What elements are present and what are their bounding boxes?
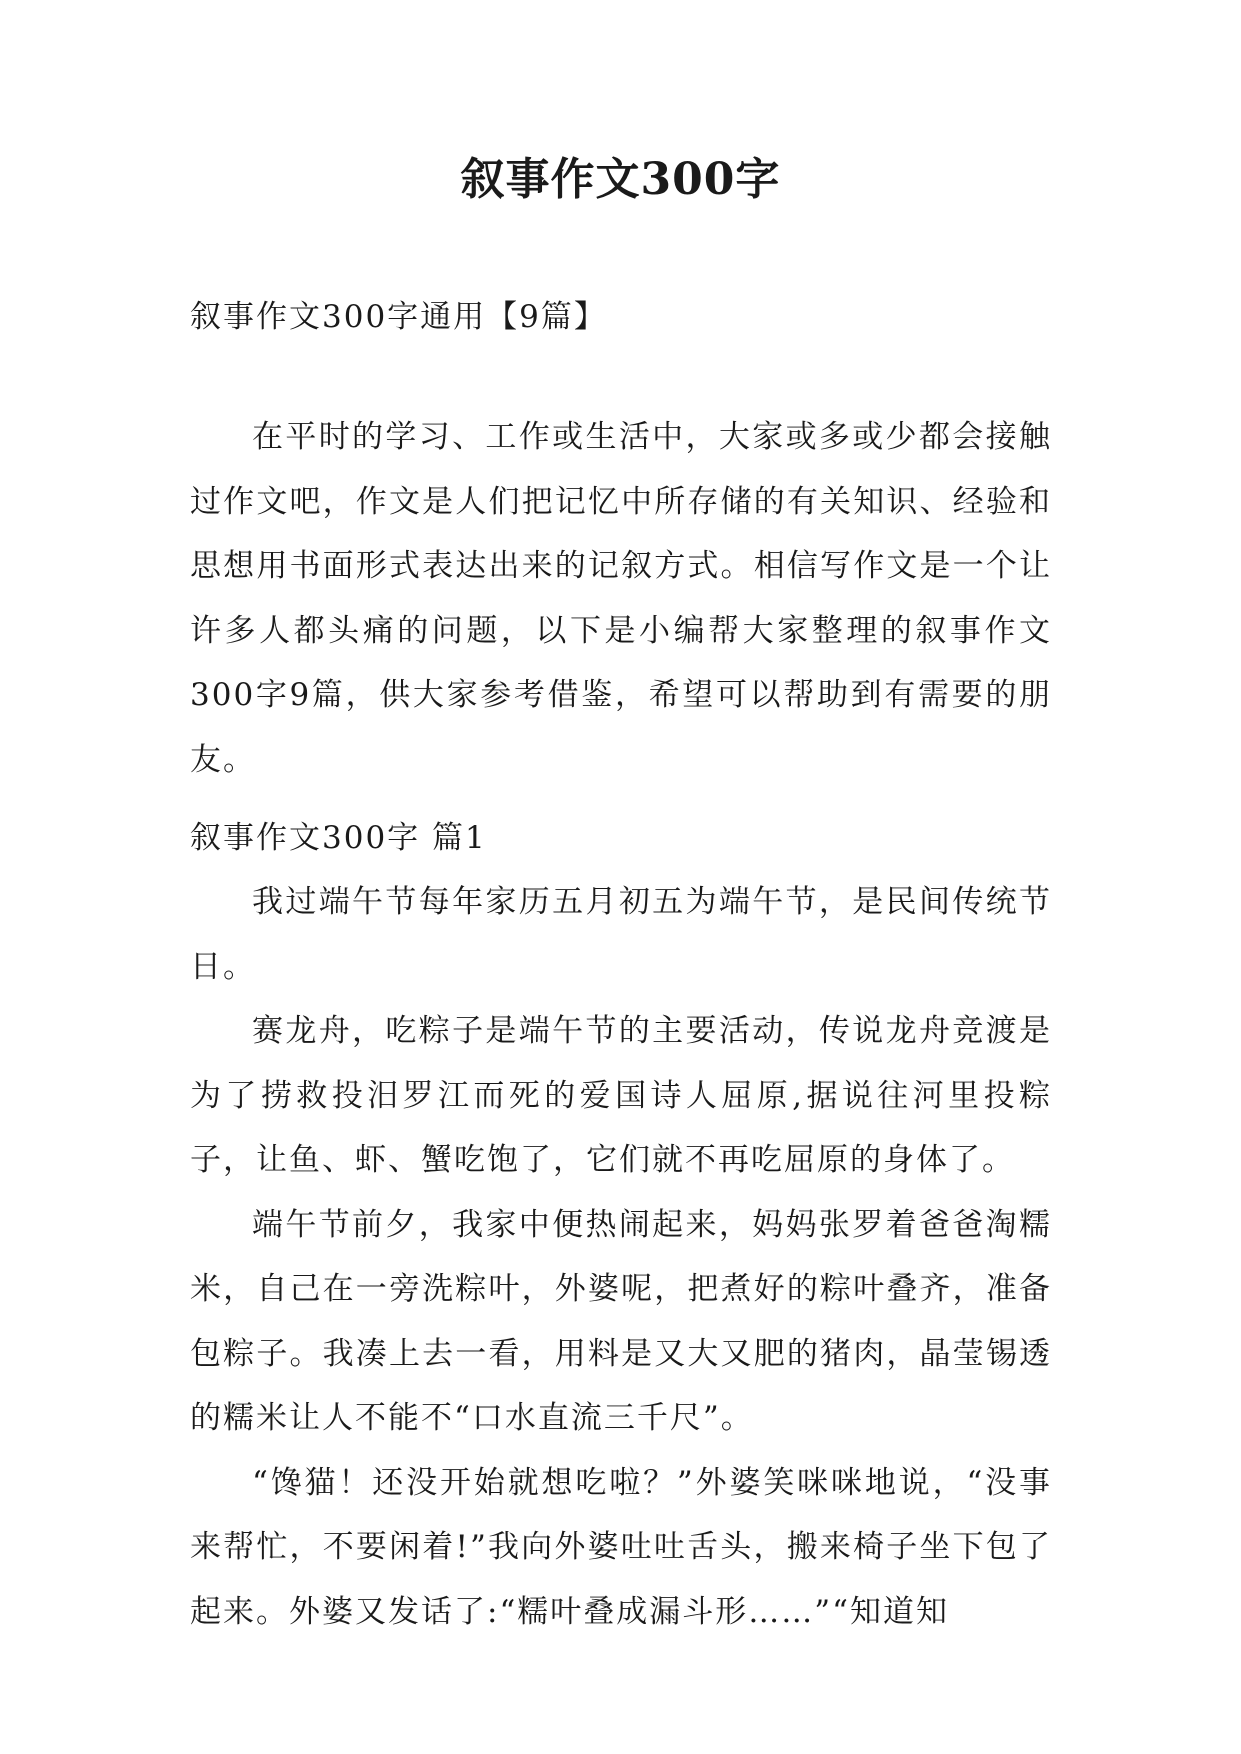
section-paragraph-1: 我过端午节每年家历五月初五为端午节，是民间传统节日。 bbox=[190, 884, 1052, 985]
section-paragraph-2: 赛龙舟，吃粽子是端午节的主要活动，传说龙舟竞渡是为了捞救投汨罗江而死的爱国诗人屈原,据说往河里投粽子，让鱼、虾、蟹吃饱了，它们就不再吃屈原的身体了。 bbox=[190, 1013, 1052, 1178]
document-title: 叙事作文300字 bbox=[460, 154, 781, 205]
section-heading: 叙事作文300字 篇1 bbox=[190, 820, 487, 856]
section-paragraph-3: 端午节前夕，我家中便热闹起来，妈妈张罗着爸爸淘糯米，自己在一旁洗粽叶，外婆呢，把煮好的粽叶叠齐，准备包粽子。我凑上去一看，用料是又大又肥的猪肉，晶莹锡透的糯米让人不能不“口水直流三千尺”。 bbox=[190, 1206, 1052, 1436]
document-subtitle: 叙事作文300字通用【9篇】 bbox=[190, 299, 607, 335]
intro-paragraph: 在平时的学习、工作或生活中，大家或多或少都会接触过作文吧，作文是人们把记忆中所存储的有关知识、经验和思想用书面形式表达出来的记叙方式。相信写作文是一个让许多人都头痛的问题，以下是小编帮大家整理的叙事作文300字9篇，供大家参考借鉴，希望可以帮助到有需要的朋友。 bbox=[190, 419, 1052, 778]
section-paragraph-4: “馋猫！还没开始就想吃啦？”外婆笑咪咪地说，“没事来帮忙，不要闲着!”我向外婆吐吐舌头，搬来椅子坐下包了起来。外婆又发话了:“糯叶叠成漏斗形……”“知道知 bbox=[190, 1464, 1052, 1630]
essay-section bbox=[190, 818, 1052, 1644]
